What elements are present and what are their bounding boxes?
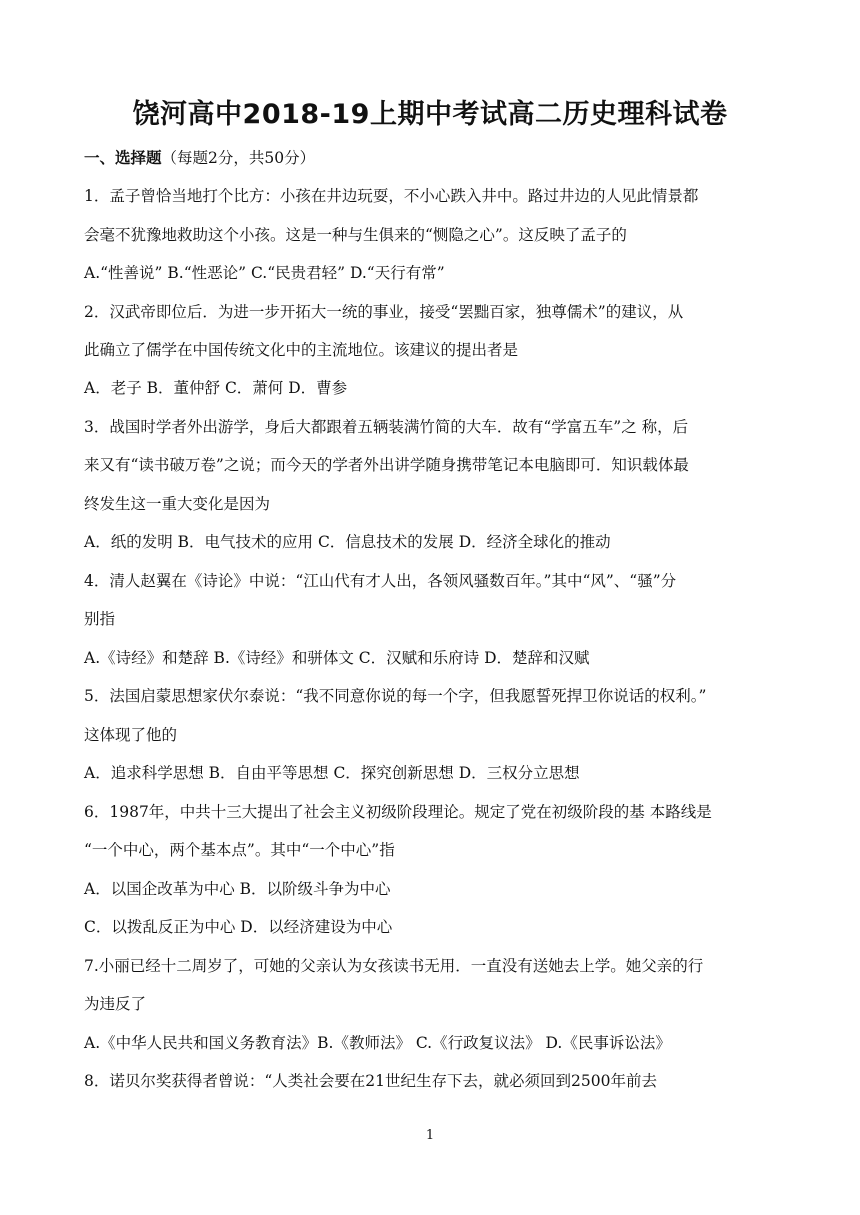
question-5-stem-line-2: 这体现了他的 [84,726,178,744]
question-5-options: A．追求科学思想 B．自由平等思想 C．探究创新思想 D．三权分立思想 [84,764,580,782]
question-1-stem-line-1: 1．孟子曾恰当地打个比方：小孩在井边玩耍，不小心跌入井中。路过井边的人见此情景都 [84,187,699,205]
page-number: 1 [425,1128,435,1143]
question-1-stem-line-2: 会毫不犹豫地救助这个小孩。这是一种与生俱来的“恻隐之心”。这反映了孟子的 [84,226,627,244]
question-3-stem-line-1: 3．战国时学者外出游学，身后大都跟着五辆装满竹简的大车．故有“学富五车”之 称，后 [84,418,689,436]
question-1-options: A.“性善说” B.“性恶论” C.“民贵君轻” D.“天行有常” [84,264,445,282]
question-2-stem-line-2: 此确立了儒学在中国传统文化中的主流地位。该建议的提出者是 [84,341,519,359]
question-3-stem-line-2: 来又有“读书破万卷”之说；而今天的学者外出讲学随身携带笔记本电脑即可．知识载体最 [84,456,689,474]
question-2-stem-line-1: 2．汉武帝即位后．为进一步开拓大一统的事业，接受“罢黜百家，独尊儒术”的建议，从 [84,303,684,321]
question-7-options: A.《中华人民共和国义务教育法》B.《教师法》 C.《行政复议法》 D.《民事诉讼法》 [84,1034,671,1052]
question-5-stem-line-1: 5．法国启蒙思想家伏尔泰说：“我不同意你说的每一个字，但我愿誓死捍卫你说话的权利。” [84,687,707,705]
question-6-options-line-1: A．以国企改革为中心 B．以阶级斗争为中心 [84,880,391,898]
question-8-stem-line-1: 8．诺贝尔奖获得者曾说：“人类社会要在21世纪生存下去，就必须回到2500年前去 [84,1072,657,1090]
section-heading-line [84,148,315,168]
question-7-stem-line-2: 为违反了 [84,995,147,1013]
question-6-options-line-2: C．以拨乱反正为中心 D．以经济建设为中心 [84,918,393,936]
question-2-options: A．老子 B．董仲舒 C．萧何 D．曹参 [84,379,348,397]
exam-title: 饶河高中2018-19上期中考试高二历史理科试卷 [132,99,728,130]
section-heading: 一、选择题 [84,149,162,167]
section-note: （每题2分，共50分） [161,149,316,167]
question-7-stem-line-1: 7.小丽已经十二周岁了，可她的父亲认为女孩读书无用．一直没有送她去上学。她父亲的行 [84,957,704,975]
question-4-stem-line-1: 4．清人赵翼在《诗论》中说：“江山代有才人出，各领风骚数百年。”其中“风”、“骚”分 [84,572,677,590]
question-4-stem-line-2: 别指 [84,610,116,628]
question-6-stem-line-2: “一个中心，两个基本点”。其中“一个中心”指 [84,841,395,859]
question-6-stem-line-1: 6．1987年，中共十三大提出了社会主义初级阶段理论。规定了党在初级阶段的基 本路线是 [84,803,712,821]
question-3-options: A．纸的发明 B．电气技术的应用 C．信息技术的发展 D．经济全球化的推动 [84,533,611,551]
question-4-options: A.《诗经》和楚辞 B.《诗经》和骈体文 C．汉赋和乐府诗 D．楚辞和汉赋 [84,649,590,667]
question-3-stem-line-3: 终发生这一重大变化是因为 [84,495,271,513]
